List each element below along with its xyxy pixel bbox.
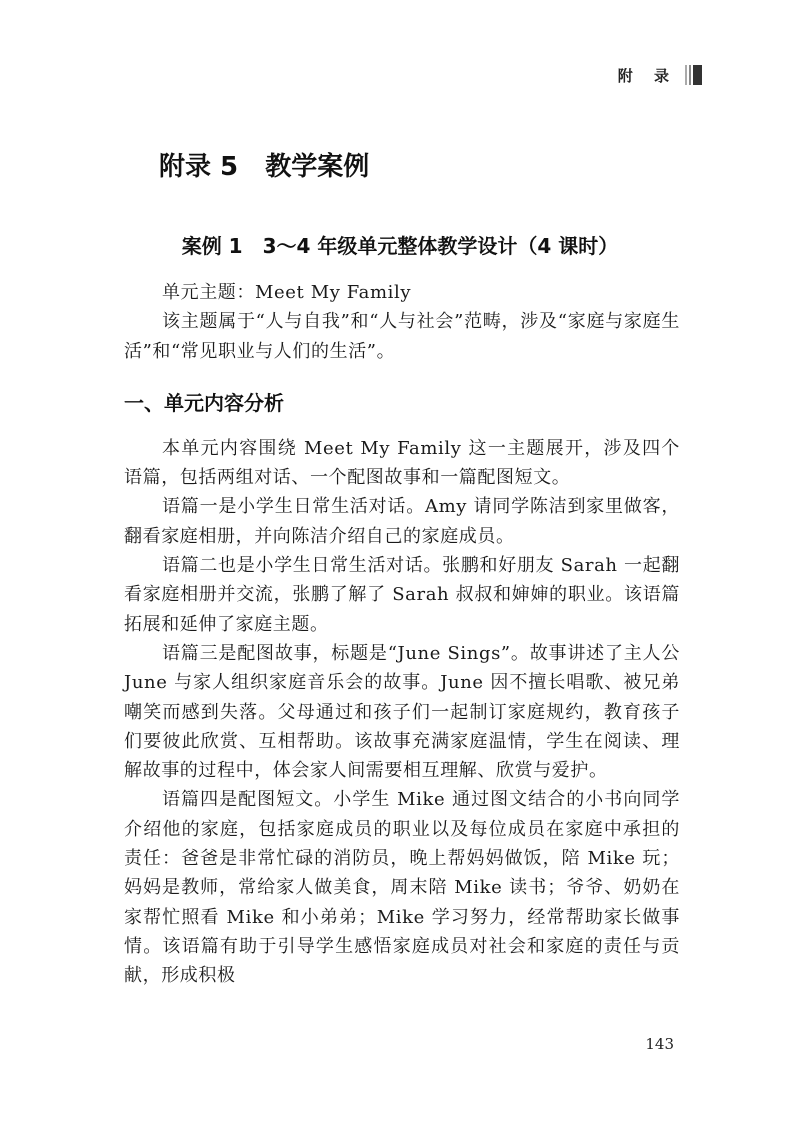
running-head-text: 附 录: [617, 66, 677, 85]
paragraph-overview: 本单元内容围绕 Meet My Family 这一主题展开，涉及四个语篇，包括两组对话、一个配图故事和一篇配图短文。: [124, 437, 680, 489]
theme-description: 该主题属于“人与自我”和“人与社会”范畴，涉及“家庭与家庭生活”和“常见职业与人们的生活”。: [124, 311, 680, 362]
running-head-bars-decoration: [685, 65, 702, 85]
case-title: 案例 1 3～4 年级单元整体教学设计（4 课时）: [181, 234, 619, 258]
unit-theme: 单元主题：Meet My Family: [162, 282, 412, 303]
paragraph-text-two: 语篇二也是小学生日常生活对话。张鹏和好朋友 Sarah 一起翻看家庭相册并交流，张鹏了解了 Sarah 叔叔和婶婶的职业。该语篇拓展和延伸了家庭主题。: [124, 555, 680, 635]
running-head: [618, 64, 702, 86]
paragraph-text-one: 语篇一是小学生日常生活对话。Amy 请同学陈洁到家里做客，翻看家庭相册，并向陈洁介绍自己的家庭成员。: [124, 496, 680, 547]
main-content: [124, 278, 680, 991]
paragraph-text-three: 语篇三是配图故事，标题是“June Sings”。故事讲述了主人公 June 与家人组织家庭音乐会的故事。June 因不擅长唱歌、被兄弟嘲笑而感到失落。父母通过和孩子们一起制订家庭规约，教育孩子们要彼此欣赏、互相帮助。该故事充满家庭温情，学生在阅读、理解故事的过程中，体会家人间需要相互理解、欣赏与爱护。: [124, 642, 680, 782]
page-number: 143: [645, 1035, 674, 1053]
section-heading: 一、单元内容分析: [124, 390, 284, 415]
appendix-title: 附录 5 教学案例: [159, 152, 370, 182]
paragraph-text-four: 语篇四是配图短文。小学生 Mike 通过图文结合的小书向同学介绍他的家庭，包括家庭成员的职业以及每位成员在家庭中承担的责任：爸爸是非常忙碌的消防员，晚上帮妈妈做饭，陪 Mike 玩；妈妈是教师，常给家人做美食，周末陪 Mike 读书；爷爷、奶奶在家帮忙照看 Mike 和小弟弟；Mike 学习努力，经常帮助家长做事情。该语篇有助于引导学生感悟家庭成员对社会和家庭的责任与贡献，形成积极: [124, 789, 680, 987]
